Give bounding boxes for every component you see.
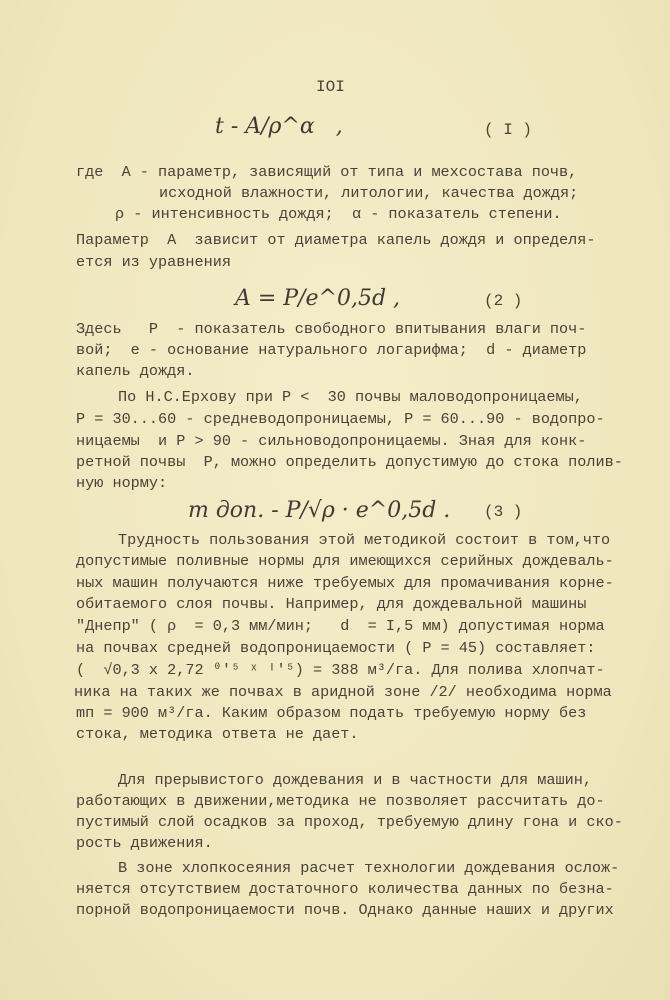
formula-1-number: ( I )	[484, 121, 533, 139]
formula-2: A = P/e^0,5d ,	[235, 286, 401, 311]
text-line: ρ - интенсивность дождя; α - показатель степени.	[115, 205, 562, 223]
text-line: стока, методика ответа не дает.	[76, 725, 359, 743]
formula-2-number: (2 )	[484, 292, 523, 310]
text-line: Параметр A зависит от диаметра капель дождя и определя-	[76, 231, 596, 249]
formula-3-number: (3 )	[484, 503, 523, 521]
text-line: ( √0,3 x 2,72 ⁰'⁵ ˣ ᴵ'⁵) = 388 м³/га. Для полива хлопчат-	[76, 661, 605, 679]
text-line: ется из уравнения	[76, 253, 231, 271]
text-line: ную норму:	[76, 474, 168, 492]
text-line: рость движения.	[76, 834, 213, 852]
formula-3: m доп. - P/√ρ · e^0,5d .	[188, 498, 451, 523]
text-line: допустимые поливные нормы для имеющихся серийных дождеваль-	[76, 552, 614, 570]
text-line: няется отсутствием достаточного количества данных по безна-	[76, 880, 614, 898]
text-line: порной водопроницаемости почв. Однако данные наших и других	[76, 901, 614, 919]
text-line: ницаемы и P > 90 - сильноводопроницаемы. Зная для конк-	[76, 432, 587, 450]
page-number: IOI	[316, 78, 345, 96]
text-line: исходной влажности, литологии, качества дождя;	[159, 184, 579, 202]
text-line: обитаемого слоя почвы. Например, для дождевальной машины	[76, 595, 587, 613]
text-line: "Днепр" ( ρ = 0,3 мм/мин; d = I,5 мм) допустимая норма	[76, 617, 605, 635]
text-line: капель дождя.	[76, 362, 195, 380]
text-line: В зоне хлопкосеяния расчет технологии дождевания ослож-	[118, 859, 620, 877]
text-line: на почвах средней водопроницаемости ( P = 45) составляет:	[76, 639, 596, 657]
text-line: Для прерывистого дождевания и в частности для машин,	[118, 771, 592, 789]
text-line: mп = 900 м³/га. Каким образом подать требуемую норму без	[76, 704, 587, 722]
text-line: работающих в движении,методика не позволяет рассчитать до-	[76, 792, 605, 810]
text-line: Трудность пользования этой методикой состоит в том,что	[118, 531, 611, 549]
text-line: ретной почвы P, можно определить допустимую до стока полив-	[76, 453, 623, 471]
formula-1: t - A/ρ^α ,	[215, 114, 343, 139]
text-line: ника на таких же почвах в аридной зоне /2/ необходима норма	[74, 683, 612, 701]
text-line: пустимый слой осадков за проход, требуемую длину гона и ско-	[76, 813, 623, 831]
text-line: Здесь P - показатель свободного впитывания влаги поч-	[76, 320, 587, 338]
text-line: ных машин получаются ниже требуемых для промачивания корне-	[76, 574, 614, 592]
text-line: P = 30...60 - средневодопроницаемы, P = 60...90 - водопро-	[76, 410, 605, 428]
text-line: вой; e - основание натурального логарифма; d - диаметр	[76, 341, 587, 359]
text-line: где A - параметр, зависящий от типа и мехсостава почв,	[76, 163, 578, 181]
text-line: По Н.С.Ерхову при P < 30 почвы маловодопроницаемы,	[118, 388, 583, 406]
